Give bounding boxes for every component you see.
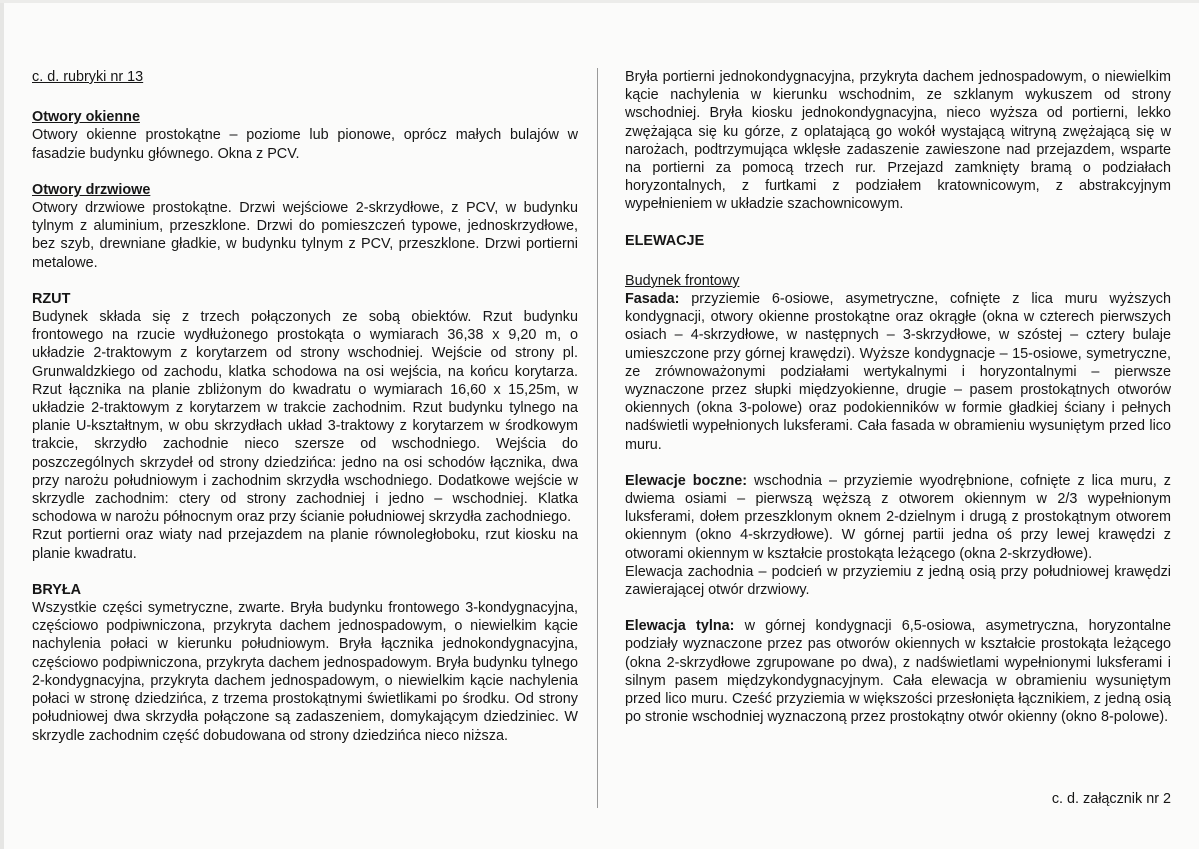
plan-text: Budynek składa się z trzech połączonych ze sobą obiektów. Rzut budynku frontowego na rzucie wydłużonego prostokąta o wymiarach 36,38 x 9,20 m, o układzie 2-traktowym z korytarzem od strony wschodniej. Wejście od strony pl. Grunwaldzkiego od zachodu, klatka schodowa na osi wejścia, na końcu korytarza. Rzut łącznika na planie zbliżonym do kwadratu o wymiarach 16,60 x 15,25m, w układzie 2-traktowym z korytarzem w trakcie zachodnim. Rzut budynku tylnego na planie U-kształtnym, w obu skrzydłach układ 3-traktowy z korytarzem w środkowym trakcie, skrzydło zachodnie nieco szersze od wschodniego. Wejścia do poszczególnych skrzydeł od strony dziedzińca: jedno na osi schodów łącznika, dwa przy narożu południowym i zachodnim skrzydła wschodniego. Dodatkowe wejście w skrzydle zachodnim: ctery od strony zachodniej i jedno – wschodniej. Klatka schodowa w narożu północnym oraz przy ścianie południowej skrzydła zachodniego.	[32, 309, 578, 526]
facade-label: Fasada:	[625, 291, 680, 308]
rear-elevation-paragraph	[625, 617, 1171, 726]
footer-note: c. d. załącznik nr 2	[1051, 791, 1171, 807]
rear-elevation-text: w górnej kondygnacji 6,5-osiowa, asymetryczna, horyzontalne podziały wyznaczone przez pas otworów okiennych w kształcie prostokąta leżącego (okna 2-skrzydłowe zgrupowane po dwa), z nadświetlami wypełnionymi luksferami i silnym pasem międzykondygnacyjnym. Cała elewacja w obramieniu wysuniętym przed lico muru. Cześć przyziemia w większości przesłonięta łącznikiem, z jedną osią po stronie wschodniej wyznaczoną przez prostokątny otwór okienny (okno 8-polowe).	[625, 618, 1171, 726]
west-elevation-text: Elewacja zachodnia – podcień w przyziemiu z jedną osią przy południowej krawędzi zawierającej otwór drzwiowy.	[625, 563, 1171, 599]
scan-edge-top	[0, 0, 1199, 3]
side-elevations-paragraph	[625, 472, 1171, 563]
left-column	[32, 68, 578, 745]
continuation-note: c. d. rubryki nr 13	[32, 69, 144, 85]
windows-text: Otwory okienne prostokątne – poziome lub pionowe, oprócz małych bulajów w fasadzie budynku głównego. Okna z PCV.	[32, 127, 578, 162]
scan-edge-left	[0, 0, 4, 849]
plan-heading: RZUT	[32, 290, 71, 307]
facade-text: przyziemie 6-osiowe, asymetryczne, cofnięte z lica muru wyższych kondygnacji, otwory okienne prostokątne oraz okrągłe (okna w czterech pierwszych osiach – 4-skrzydłowe, w następnych – 3-skrzydłowe, w szóstej – cztery bulaje umieszczone przy górnej krawędzi). Wyższe kondygnacje – 15-osiowe, symetryczne, ze zrównoważonymi podziałami wertykalnymi i horyzontalnymi – pierwsze wyznaczone przez słupki międzyokienne, drugie – pasem prostokątnych otworów okiennych (okna 3-polowe) oraz podokienników w formie gładkiej ściany i pełnych nadświetli wypełnionych luksferami. Cała fasada w obramieniu wysuniętym przed lico muru.	[625, 291, 1171, 453]
rear-elevation-label: Elewacja tylna:	[625, 618, 735, 635]
elevations-heading: ELEWACJE	[625, 232, 705, 249]
column-divider	[597, 68, 598, 808]
doors-heading: Otwory drzwiowe	[32, 181, 151, 198]
plan-text-2: Rzut portierni oraz wiaty nad przejazdem na planie równoległoboku, rzut kiosku na planie kwadratu.	[32, 527, 578, 562]
mass-heading: BRYŁA	[32, 581, 82, 598]
side-elevations-label: Elewacje boczne:	[625, 472, 748, 489]
facade-paragraph	[625, 290, 1171, 454]
porter-text: Bryła portierni jednokondygnacyjna, przykryta dachem jednospadowym, o niewielkim kącie nachylenia w kierunku wschodnim, ze szklanym wykuszem od strony wschodniej. Bryła kiosku jednokondygnacyjna, nieco wyższa od portierni, lekko zwężająca się ku górze, z oplatającą go wokół wystającą witryną zwężającą się w narożach, podtrzymująca wklęsłe zadaszenie zawieszone nad przejazdem, wsparte na portierni za pomocą trzech rur. Przejazd zamknięty bramą o podziałach horyzontalnych, z furtkami z podziałem kratownicowym, z abstrakcyjnym wypełnieniem w układzie szachownicowym.	[625, 69, 1171, 213]
right-column	[625, 68, 1171, 727]
side-elevations-text: wschodnia – przyziemie wyodrębnione, cofnięte z lica muru, z dwiema osiami – pierwszą węższą z otworem okiennym w 2/3 wypełnionym luksferami, dołem przeszklonym oknem 2-dzielnym i drugą z prostokątnym otworem okiennym (okno 4-skrzydłowe). W górnej partii jedna oś przy lewej krawędzi z otworami okiennym w kształcie prostokąta leżącego (okna 2-skrzydłowe).	[625, 472, 1172, 562]
mass-text: Wszystkie części symetryczne, zwarte. Bryła budynku frontowego 3-kondygnacyjna, częściowo podpiwniczona, przykryta dachem jednospadowym, o niewielkim kącie nachylenia połaci w kierunku południowym. Bryła łącznika jednokondygnacyjna, częściowo podpiwniczona, przykryta dachem jednospadowym. Bryła budynku tylnego 2-kondygnacyjna, przykryta dachem jednospadowym, o niewielkim kącie nachylenia połaci w stronę dziedzińca, z trzema prostokątnymi świetlikami po środku. Od strony południowej dwa skrzydła połączone są zadaszeniem, domykającym dziedziniec. W skrzydle zachodnim część dobudowana od strony dziedzińca nieco niższa.	[32, 600, 578, 744]
windows-heading: Otwory okienne	[32, 109, 140, 126]
front-building-subheading: Budynek frontowy	[625, 272, 740, 289]
doors-text: Otwory drzwiowe prostokątne. Drzwi wejściowe 2-skrzydłowe, z PCV, w budynku tylnym z aluminium, przeszklone. Drzwi do pomieszczeń typowe, jednoskrzydłowe, bez szyb, drewniane gładkie, w budynku tylnym z PCV, przeszklone. Drzwi portierni metalowe.	[32, 200, 578, 271]
